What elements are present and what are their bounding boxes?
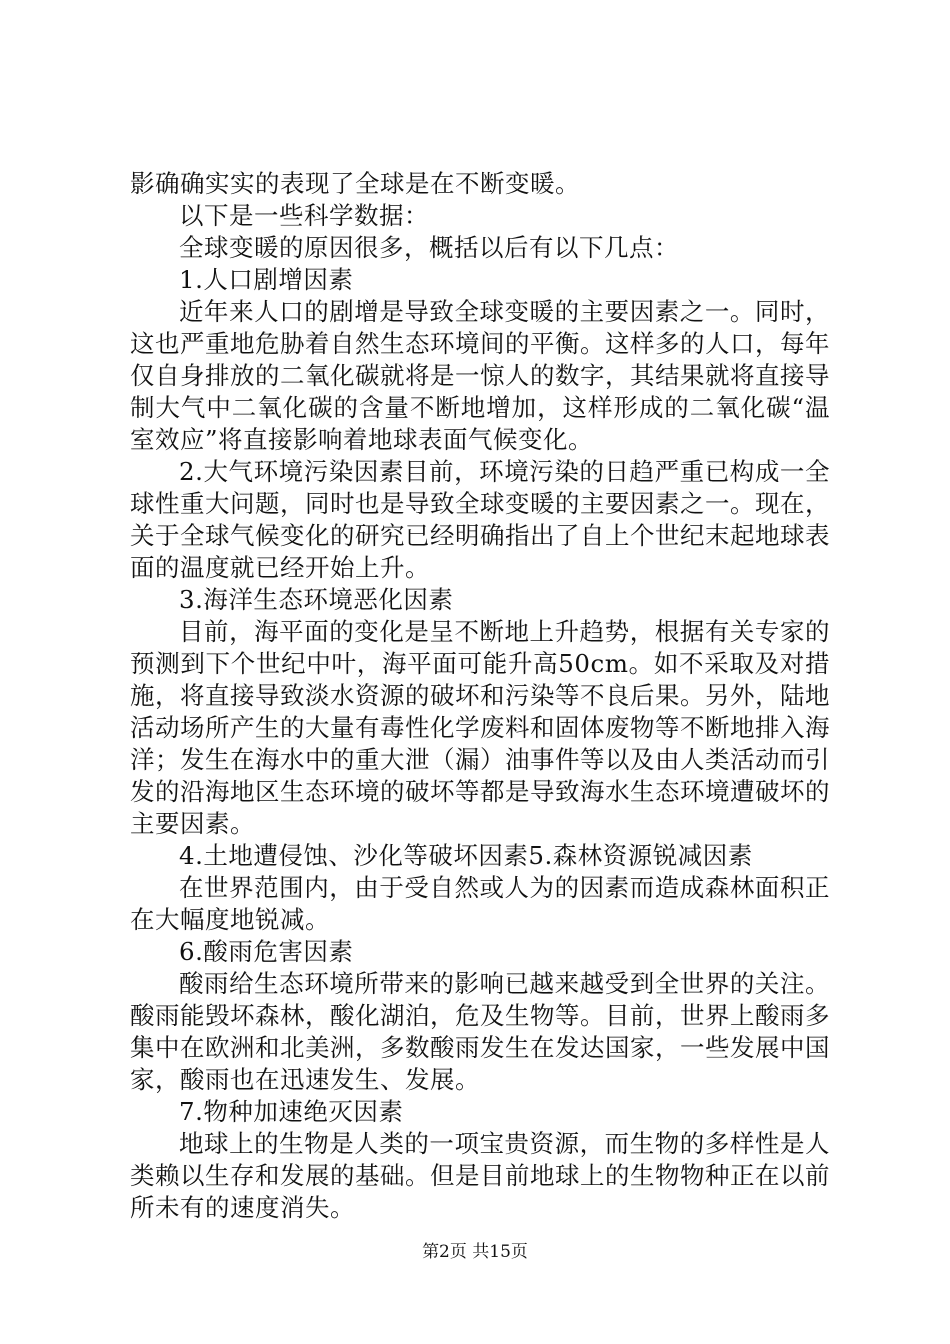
heading-species: 7.物种加速绝灭因素 [179,1097,404,1126]
body-text [130,168,830,1224]
heading-acid-rain: 6.酸雨危害因素 [179,937,354,966]
paragraph-ocean: 目前，海平面的变化是呈不断地上升趋势，根据有关专家的预测到下个世纪中叶，海平面可能升高50cm。如不采取及对措施，将直接导致淡水资源的破坏和污染等不良后果。另外，陆地活动场所产生的大量有毒性化学废料和固体废物等不断地排入海洋；发生在海水中的重大泄（漏）油事件等以及由人类活动而引发的沿海地区生态环境的破坏等都是导致海水生态环境遭破坏的主要因素。 [130,617,830,838]
paragraph-population: 近年来人口的剧增是导致全球变暖的主要因素之一。同时，这也严重地危胁着自然生态环境间的平衡。这样多的人口，每年仅自身排放的二氧化碳就将是一惊人的数字，其结果就将直接导制大气中二氧化碳的含量不断地增加，这样形成的二氧化碳“温室效应”将直接影响着地球表面气候变化。 [130,297,830,454]
heading-ocean: 3.海洋生态环境恶化因素 [179,585,454,614]
paragraph-acid-rain: 酸雨给生态环境所带来的影响已越来越受到全世界的关注。酸雨能毁坏森林，酸化湖泊，危及生物等。目前，世界上酸雨多集中在欧洲和北美洲，多数酸雨发生在发达国家，一些发展中国家，酸雨也在迅速发生、发展。 [130,969,830,1094]
paragraph-forest: 在世界范围内，由于受自然或人为的因素而造成森林面积正在大幅度地锐减。 [130,873,830,934]
paragraph-air-pollution: 2.大气环境污染因素目前，环境污染的日趋严重已构成一全球性重大问题，同时也是导致全球变暖的主要因素之一。现在，关于全球气候变化的研究已经明确指出了自上个世纪末起地球表面的温度就已经开始上升。 [130,457,830,582]
paragraph-causes-intro: 全球变暖的原因很多，概括以后有以下几点： [179,233,679,262]
paragraph-continuation: 影确确实实的表现了全球是在不断变暖。 [130,169,580,198]
paragraph-species: 地球上的生物是人类的一项宝贵资源，而生物的多样性是人类赖以生存和发展的基础。但是目前地球上的生物物种正在以前所未有的速度消失。 [130,1129,830,1222]
page-footer: 第2页 共15页 [422,1242,528,1262]
paragraph-data-intro: 以下是一些科学数据： [179,201,429,230]
heading-land-forest: 4.土地遭侵蚀、沙化等破坏因素5.森林资源锐减因素 [179,841,753,870]
heading-population: 1.人口剧增因素 [179,265,354,294]
